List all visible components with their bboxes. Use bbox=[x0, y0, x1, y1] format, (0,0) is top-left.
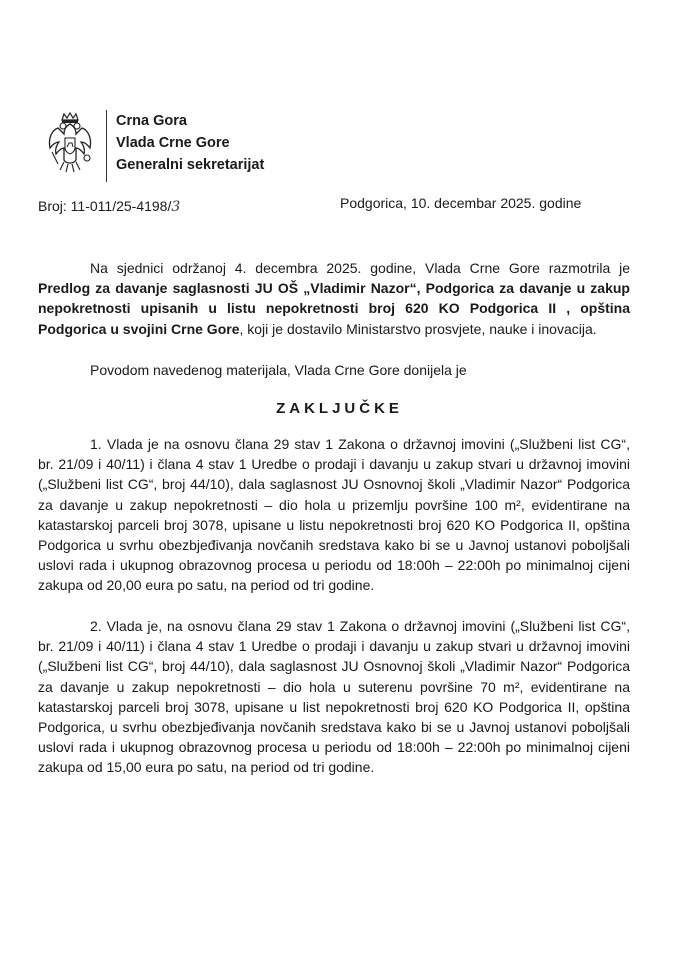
reference-label: Broj: 11-011/25-4198/ bbox=[38, 198, 172, 214]
intro-text-1: Na sjednici održanoj 4. decembra 2025. godine, Vlada Crne Gore razmotrila je bbox=[90, 260, 630, 276]
intro-paragraph bbox=[38, 258, 630, 339]
org-government: Vlada Crne Gore bbox=[116, 135, 230, 151]
place-date: Podgorica, 10. decembar 2025. godine bbox=[340, 195, 582, 211]
intro-text-2: , koji je dostavilo Ministarstvo prosvjete, nauke i inovacija. bbox=[239, 320, 597, 337]
conclusion-1: 1. Vlada je na osnovu člana 29 stav 1 Zakona o državnoj imovini („Službeni list CG“, br. 21/09 i 40/11) i člana 4 stav 1 Uredbe o prodaji i davanju u zakup stvari u državnoj imovini („Službeni list CG“, broj 44/10), dala saglasnost JU Osnovnoj školi „Vladimir Nazor“ Podgorica za davanje u zakup nepokretnosti – dio hola u prizemlju površine 100 m², evidentirane na katastarskoj parceli broj 3078, upisane u listu nepokretnosti broj 620 KO Podgorica II, opština Podgorica u svrhu obezbjeđivanja novčanih sredstava kako bi se u Javnoj ustanovi poboljšali uslovi rada i ukupnog obrazovnog procesa u periodu od 18:00h – 22:00h po minimalnoj cijeni zakupa od 20,00 eura po satu, na period od tri godine. bbox=[38, 436, 630, 594]
header-divider bbox=[106, 110, 107, 182]
reference-number bbox=[38, 198, 180, 215]
intro-proposal-title: Predlog za davanje saglasnosti JU OŠ „Vladimir Nazor“, Podgorica za davanje u zakup nepokretnosti upisanih u listu nepokretnosti broj 620 KO Podgorica II , opština Podgorica u svojini Crne Gore bbox=[38, 280, 630, 337]
org-country: Crna Gora bbox=[116, 113, 187, 129]
handwritten-number: 3 bbox=[171, 199, 181, 215]
conclusion-2: 2. Vlada je, na osnovu člana 29 stav 1 Zakona o državnoj imovini („Službeni list CG“, br. 21/09 i 40/11) i člana 4 stav 1 Uredbe o prodaji i davanju u zakup stvari u državnoj imovini („Službeni list CG“, broj 44/10), dala saglasnost JU Osnovnoj školi „Vladimir Nazor“ Podgorica za davanje u zakup nepokretnosti – dio hola u suterenu površine 70 m², evidentirane na katastarskoj parceli broj 3078, upisane u list nepokretnosti broj 620 KO Podgorica II, opština Podgorica, u svrhu obezbjeđivanja novčanih sredstava kako bi se u Javnoj ustanovi poboljšali uslovi rada i ukupnog obrazovnog procesa u periodu od 18:00h – 22:00h po minimalnoj cijeni zakupa od 15,00 eura po satu, na period od tri godine. bbox=[38, 618, 630, 776]
coat-of-arms-icon bbox=[44, 112, 96, 176]
document-title: ZAKLJUČKE bbox=[276, 400, 403, 417]
intro-second-paragraph: Povodom navedenog materijala, Vlada Crne Gore donijela je bbox=[90, 362, 467, 378]
org-secretariat: Generalni sekretarijat bbox=[116, 157, 265, 173]
